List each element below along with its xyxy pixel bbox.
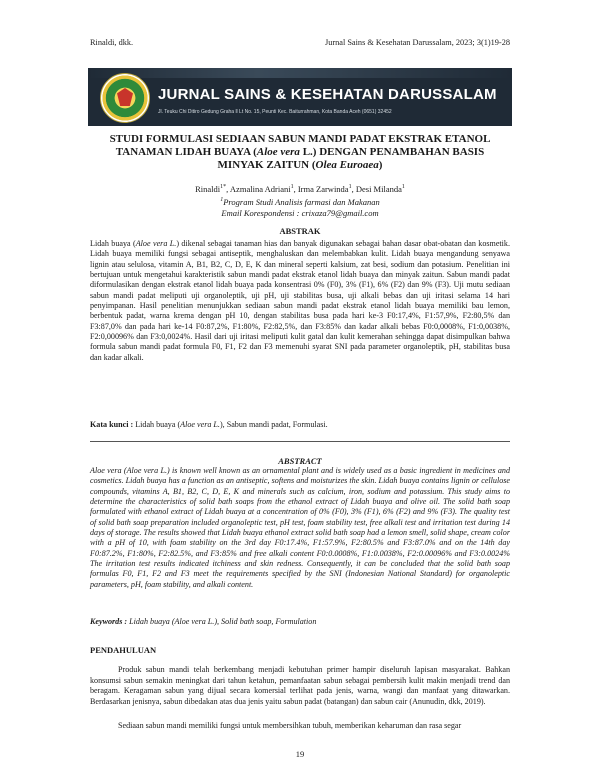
abstract-heading: ABSTRACT	[278, 456, 322, 466]
logo-emblem	[117, 88, 133, 106]
abstrak-heading: ABSTRAK	[279, 226, 321, 236]
pendahuluan-heading: PENDAHULUAN	[90, 645, 157, 655]
abstract-text: Aloe vera (Aloe vera L.) is known well known as an ornamental plant and is widely used as a basic ingredient in medicines and cosmetics. Lidah buaya has a function as an antiseptic, softens and moisturizes the skin. Lidah buaya contains lignin or cellulose compounds, vitamins A, B1, B2, C, D, E, K and minerals such as calcium, iron, sodium and potassium. This study aims to determine the characteristics of solid bath soaps from the ethanol extract of Lidah buaya and olive oil. The solid bath soap formulated with ethanol extract of Lidah buaya at a concentration of 0% (F0), 3% (F1), 6% (F2) and 9% (F3). The quality test of solid bath soap preparation included organoleptic test, pH test, foam stability test, free alkali test and irritation test during 14 days of storage. The results showed that Lidah buaya ethanol extract solid bath soap had a lemon smell, solid shape, cream color with a pH of 10, with foam stability on the 3rd day F0:17.4%, F1:57.9%, F2:80.5% and F3:87.0% and on the 14th day F0:87.2%, F1:80%, F2:82.5%, and F3:85% and free alkali content F0:0.0008%, F1:0.0038%, F2:0.00096% and F3:0.0024% The irritation test results indicated itchiness and skin redness. Consequently, it can be concluded that the solid bath soap formulas F0, F1, F2 and F3 meet the requirements specified by the SNI (Indonesian National Standard) for organoleptic parameters, pH, foam stability, and alkali content.	[90, 466, 510, 589]
pendahuluan-paragraph-2: Sediaan sabun mandi memiliki fungsi untuk membersihkan tubuh, memberikan keharuman dan rasa segar	[118, 721, 462, 730]
title-line-3: MINYAK ZAITUN (Olea Euroaea)	[217, 159, 383, 171]
title-line-2: TANAMAN LIDAH BUAYA (Aloe vera L.) DENGAN PENAMBAHAN BASIS	[115, 146, 485, 158]
running-header-journal: Jurnal Sains & Kesehatan Darussalam, 2023; 3(1)19-28	[324, 38, 510, 47]
author-affiliation: $^1$Program Studi Analisis farmasi dan Makanan	[220, 196, 380, 207]
abstrak-text: Lidah buaya (Aloe vera L.) dikenal sebagai tanaman hias dan banyak digunakan sebagai bahan dasar obat-obatan dan kosmetik. Lidah buaya memiliki fungsi sebagai antiseptik, menghaluskan dan melembabkan kulit. Lidah buaya mengandung senyawa lignin atau selulosa, vitamin A, B1, B2, C, D, E, K dan mineral seperti kalsium, zat besi, sodium dan potasium. Penelitian ini bertujuan untuk mengetahui karakteristik sabun mandi padat ekstrak etanol lidah buaya dan minyak zaitun. Sabun mandi padat diformulasikan dengan ekstrak etanol lidah buaya pada konsentrasi 0% (F0), 3% (F1), 6% (F2) dan 9% (F3). Uji mutu sediaan sabun mandi padat meliputi uji organoleptik, uji pH, uji stabilitas busa, uji alkali bebas dan uji iritasi selama 14 hari penyimpanan. Hasil penelitian menunjukkan sediaan sabun mandi padat ekstrak etanol lidah buaya memiliki bau lemon, berbentuk padat, warna krema dengan pH 10, dengan stabilitas busa pada hari ke-3 F0:17,4%, F1:57,9%, F2:80,5% dan F3:87,0% dan pada hari ke-14 F0:87,2%, F1:80%, F2:82,5%, dan F3:85% dan kadar alkali bebas F0:0,0008%, F1:0,0038%, F2:0,00096% dan F3:0,0024%. Hasil dari uji iritasi meliputi kulit gatal dan kulit kemerahan sehingga dapat disimpulkan bahwa formula sabun mandi padat formula F0, F1, F2 dan F3 memenuhi syarat SNI pada parameter organoleptik, pH, stabilitas busa dan kadar alkali.	[90, 239, 510, 362]
author-block	[90, 182, 510, 219]
abstrak-keywords: Kata kunci : Lidah buaya (Aloe vera L.), Sabun mandi padat, Formulasi.	[90, 420, 328, 429]
author-names: Rinaldi$^{1*}$, Azmalina Adriani$^1$, Irma Zarwinda$^1$, Desi Milanda$^1$	[195, 183, 405, 194]
divider	[90, 441, 510, 442]
journal-name: JURNAL SAINS & KESEHATAN DARUSSALAM	[158, 86, 497, 103]
banner-stripe	[88, 68, 512, 78]
paper-title	[90, 133, 510, 172]
pendahuluan-paragraph-1: Produk sabun mandi telah berkembang menjadi kebutuhan primer hampir diseluruh lapisan masyarakat. Bahkan konsumsi sabun semakin meningkat dari tahun ketahun, pemanfaatan sabun sebagai pembersih kulit makin menjadi trend dan beragam. Keragaman sabun yang dijual secara komersial terlihat pada jenis, warna, wangi dan manfaat yang ditawarkan. Berdasarkan jenisnya, sabun dibedakan atas dua jenis yaitu sabun padat (batangan) dan sabun cair (Anunudin, dkk, 2019).	[90, 665, 510, 706]
page-number: 19	[295, 749, 305, 759]
title-line-1: STUDI FORMULASI SEDIAAN SABUN MANDI PADAT EKSTRAK ETANOL	[109, 133, 491, 145]
journal-logo-icon	[100, 73, 150, 123]
running-header-authors: Rinaldi, dkk.	[90, 38, 134, 47]
abstract-keywords: Keywords : Lidah buaya (Aloe vera L.), Solid bath soap, Formulation	[90, 617, 317, 626]
journal-address: Jl. Teuku Chi Ditiro Gedung Graha ll Lt No. 15, Peunti Kec. Baiturrahman, Kota Banda Aceh (0651) 32452	[158, 109, 392, 115]
journal-banner	[88, 68, 512, 126]
corresponding-email[interactable]: Email Korespondensi : crixaza79@gmail.com	[221, 207, 379, 218]
